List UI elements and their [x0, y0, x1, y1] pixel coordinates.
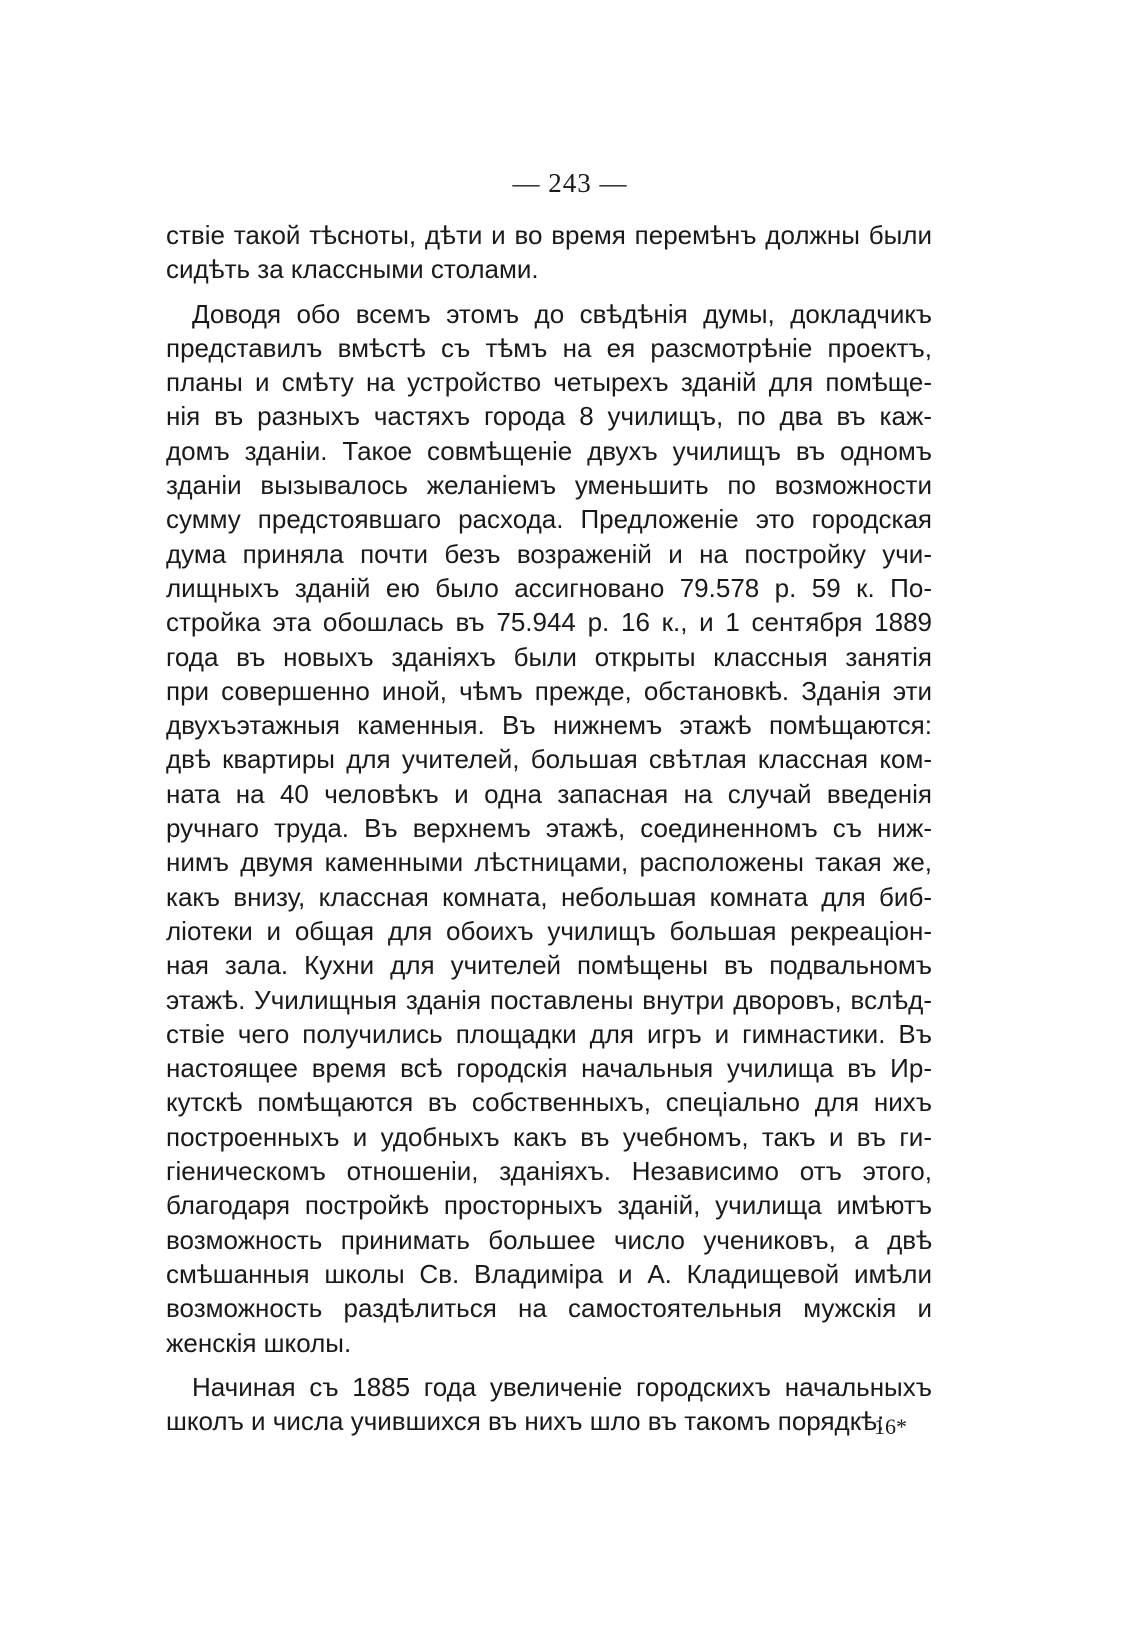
text-line: школъ и числа учившихся въ нихъ шло въ такомъ порядкѣ: — [166, 1406, 885, 1437]
text-line: дума приняла почти безъ возраженій и на постройку учи- — [166, 538, 932, 569]
text-line: Доводя обо всемъ этомъ до свѣдѣнія думы, докладчикъ — [192, 298, 932, 329]
signature-mark: 16* — [874, 1414, 907, 1439]
text-line: нимъ двумя каменными лѣстницами, расположены такая же, — [166, 847, 932, 878]
text-line: сумму предстоявшаго расхода. Предложеніе это городская — [166, 504, 932, 535]
text-line: гіеническомъ отношеніи, зданіяхъ. Независимо отъ этого, — [166, 1156, 932, 1187]
text-line: какъ внизу, классная комната, небольшая комната для биб- — [166, 881, 932, 912]
paragraph — [166, 218, 932, 287]
text-line: этажѣ. Училищныя зданія поставлены внутри дворовъ, вслѣд- — [166, 984, 932, 1015]
text-line: ліотеки и общая для обоихъ училищъ большая рекреаціон- — [166, 915, 932, 946]
text-line: Начиная съ 1885 года увеличеніе городскихъ начальныхъ — [192, 1371, 932, 1402]
text-line: смѣшанныя школы Св. Владиміра и А. Кладищевой имѣли — [166, 1258, 932, 1289]
text-line: возможность раздѣлиться на самостоятельныя мужскія и — [166, 1293, 932, 1324]
text-line: нія въ разныхъ частяхъ города 8 училищъ, по два въ каж- — [166, 401, 932, 432]
text-line: сидѣть за классными столами. — [166, 254, 539, 285]
text-line: построенныхъ и удобныхъ какъ въ учебномъ, такъ и въ ги- — [166, 1121, 932, 1152]
paragraph — [166, 1370, 932, 1439]
text-line: года въ новыхъ зданіяхъ были открыты классныя занятія — [166, 641, 932, 672]
text-line: при совершенно иной, чѣмъ прежде, обстановкѣ. Зданія эти — [166, 675, 932, 706]
text-line: благодаря постройкѣ просторныхъ зданій, училища имѣютъ — [166, 1190, 932, 1221]
text-line: домъ зданіи. Такое совмѣщеніе двухъ училищъ въ одномъ — [166, 435, 932, 466]
text-line: настоящее время всѣ городскія начальныя училища въ Ир- — [166, 1053, 932, 1084]
text-line: ствіе чего получились площадки для игръ и гимнастики. Въ — [166, 1018, 932, 1049]
body-text — [166, 218, 932, 1438]
paragraph — [166, 297, 932, 1360]
text-line: представилъ вмѣстѣ съ тѣмъ на ея разсмотрѣніе проектъ, — [166, 332, 932, 363]
text-line: зданіи вызывалось желаніемъ уменьшить по возможности — [166, 470, 932, 501]
page-number: — 243 — — [512, 168, 628, 198]
text-line: планы и смѣту на устройство четырехъ зданій для помѣще- — [166, 367, 932, 398]
text-line: кутскѣ помѣщаются въ собственныхъ, спеціально для нихъ — [166, 1087, 932, 1118]
text-line: возможность принимать большее число учениковъ, а двѣ — [166, 1224, 932, 1255]
text-line: двухъэтажныя каменныя. Въ нижнемъ этажѣ помѣщаются: — [166, 710, 932, 741]
text-line: стройка эта обошлась въ 75.944 р. 16 к., и 1 сентября 1889 — [166, 607, 932, 638]
text-line: ручнаго труда. Въ верхнемъ этажѣ, соединенномъ съ ниж- — [166, 813, 932, 844]
text-line: женскія школы. — [166, 1327, 352, 1358]
text-line: ная зала. Кухни для учителей помѣщены въ подвальномъ — [166, 950, 932, 981]
text-line: ната на 40 человѣкъ и одна запасная на случай введенія — [166, 778, 932, 809]
text-line: двѣ квартиры для учителей, большая свѣтлая классная ком- — [166, 744, 932, 775]
text-line: ствіе такой тѣсноты, дѣти и во время перемѣнъ должны были — [166, 220, 932, 250]
text-line: лищныхъ зданій ею было ассигновано 79.578 р. 59 к. По- — [166, 572, 932, 603]
